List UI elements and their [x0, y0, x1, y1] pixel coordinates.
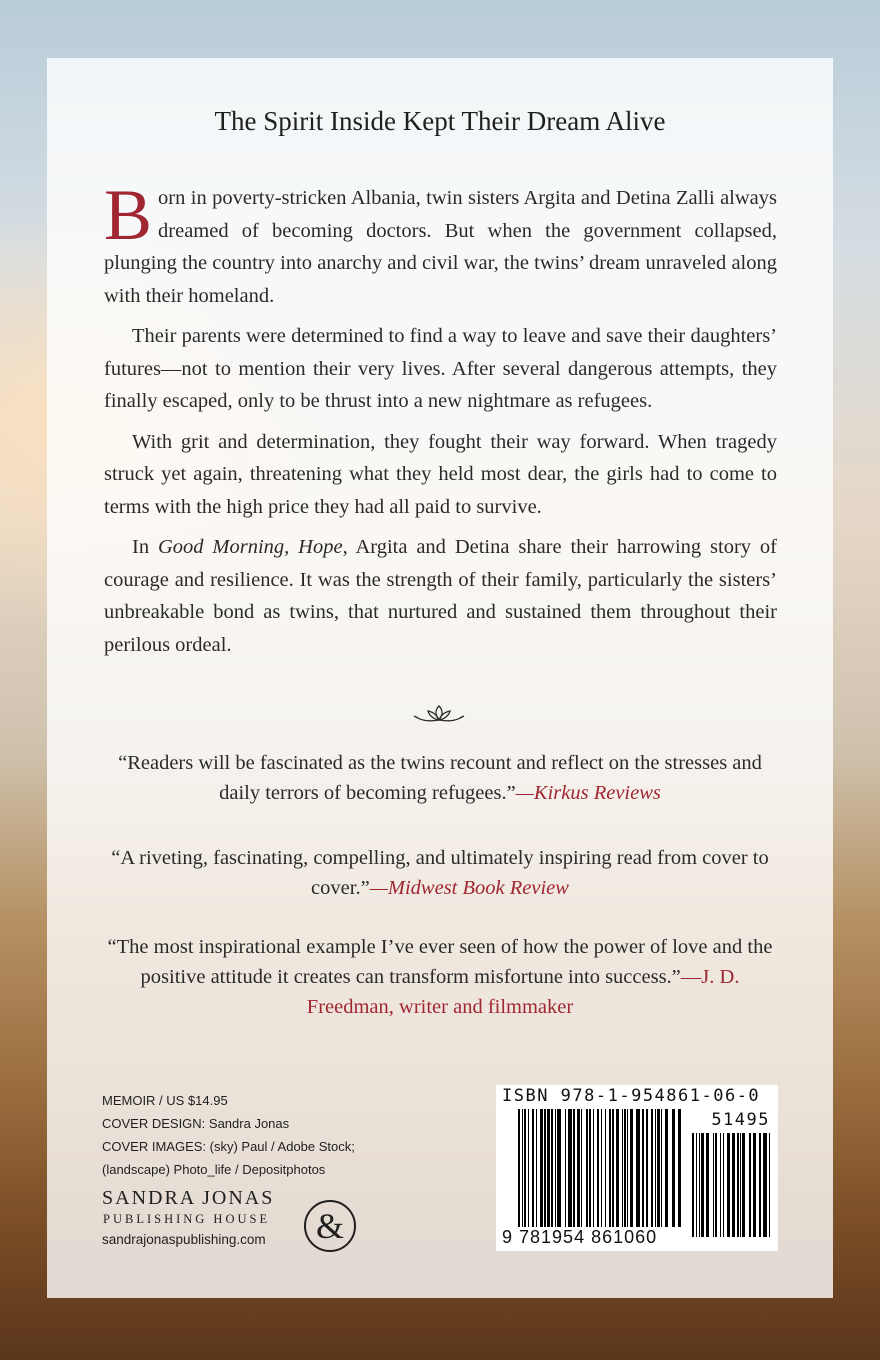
drop-cap: B	[104, 175, 153, 255]
cover-design-credit: COVER DESIGN: Sandra Jonas	[102, 1116, 290, 1131]
cover-images-credit-2: (landscape) Photo_life / Depositphotos	[102, 1162, 326, 1177]
publisher-name: SANDRA JONAS	[102, 1187, 275, 1209]
paragraph-4	[104, 531, 777, 661]
review-quote-2-text: “A riveting, fascinating, compelling, and ultimately inspiring read from cover to cover.”	[111, 847, 769, 899]
paragraph-4-text: , Argita and Detina share their harrowing story of courage and resilience. It was the strength of their family, particularly the sisters’ unbreakable bond as twins, that nurtured and sustained them throughout their perilous ordeal.	[104, 536, 778, 656]
price-code: 51495	[711, 1110, 770, 1130]
publisher-subtitle: PUBLISHING HOUSE	[103, 1212, 271, 1226]
ean-digits: 9 781954 861060	[502, 1227, 658, 1247]
paragraph-1-text: orn in poverty-stricken Albania, twin sisters Argita and Detina Zalli always dreamed of becoming doctors. But when the government collapsed, plunging the country into anarchy and civil war, the twins’ dream unraveled along with their homeland.	[104, 187, 777, 307]
book-title: Good Morning, Hope	[157, 536, 343, 558]
review-quote-1	[100, 748, 780, 808]
headline: The Spirit Inside Kept Their Dream Alive	[214, 106, 666, 136]
review-quote-3	[100, 932, 780, 1022]
review-quote-1-text: “Readers will be fascinated as the twins recount and reflect on the stresses and daily terrors of becoming refugees.”	[118, 752, 762, 804]
paragraph-4-lead: In	[132, 536, 158, 558]
category-price: MEMOIR / US $14.95	[102, 1093, 228, 1108]
description	[104, 175, 778, 669]
isbn-number: ISBN 978-1-954861-06-0	[502, 1086, 761, 1106]
lotus-ornament-icon	[412, 702, 466, 726]
review-quote-3-source: —J. D. Freedman, writer and filmmaker	[306, 966, 740, 1018]
cover-credits	[102, 1089, 355, 1181]
cover-images-credit-1: COVER IMAGES: (sky) Paul / Adobe Stock;	[102, 1139, 355, 1154]
review-quote-2-source: —Midwest Book Review	[369, 877, 569, 899]
publisher-url: sandrajonaspublishing.com	[102, 1232, 266, 1247]
publisher-logo-icon	[304, 1200, 356, 1252]
publisher-logo-glyph: &	[315, 1206, 344, 1246]
review-quote-1-source: —Kirkus Reviews	[515, 782, 661, 804]
review-quote-3-text: “The most inspirational example I’ve ever seen of how the power of love and the positive attitude it creates can transform misfortune into success.”	[107, 936, 773, 988]
isbn-barcode	[496, 1085, 778, 1251]
review-quote-2	[100, 843, 780, 903]
paragraph-1	[104, 175, 777, 312]
paragraph-3: With grit and determination, they fought their way forward. When tragedy struck yet again, threatening what they held most dear, the girls had to come to terms with the high price they had all paid to survive.	[104, 430, 777, 518]
paragraph-2: Their parents were determined to find a way to leave and save their daughters’ futures—not to mention their very lives. After several dangerous attempts, they finally escaped, only to be thrust into a new nightmare as refugees.	[104, 325, 777, 412]
